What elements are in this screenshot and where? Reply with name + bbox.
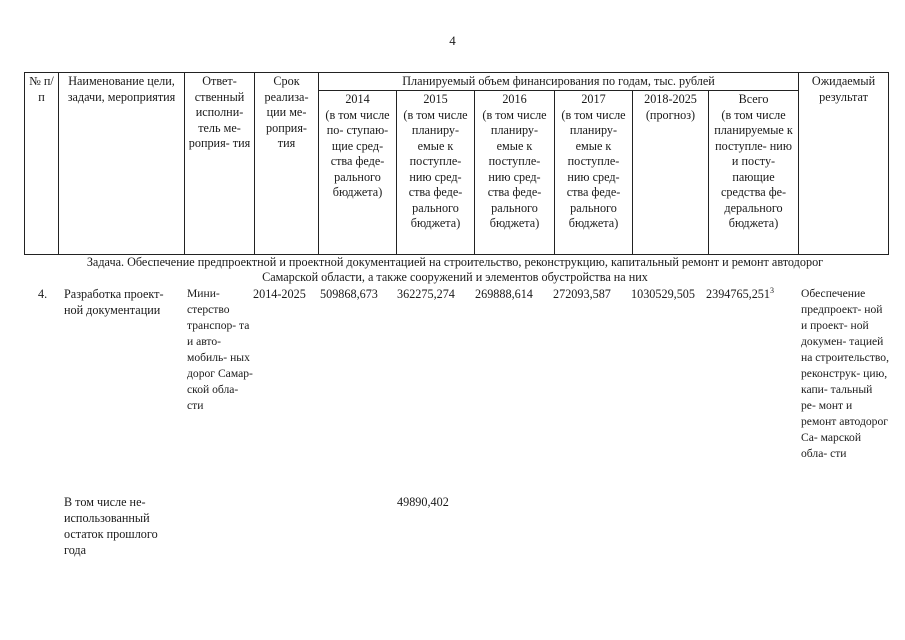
year-note: (в том числе по- ступаю- щие сред- ства феде- рального бюджета) bbox=[325, 107, 390, 200]
year-label: 2015 bbox=[423, 92, 448, 107]
row-executor: Мини- стерство транспор- та и авто- мобиль- ных дорог Самар- ской обла- сти bbox=[187, 287, 253, 412]
row-number: 4. bbox=[38, 287, 48, 301]
page-number: 4 bbox=[449, 33, 456, 48]
header-executor: Ответ- ственный исполни- тель ме- роприя- тия bbox=[185, 73, 255, 255]
subrow-value-2015: 49890,402 bbox=[397, 495, 449, 509]
row-value-2016: 269888,614 bbox=[475, 287, 533, 301]
header-num: № п/п bbox=[25, 73, 59, 255]
row-value-2017: 272093,587 bbox=[553, 287, 611, 301]
header-year-2014 bbox=[319, 91, 397, 255]
header-expected: Ожидаемый результат bbox=[799, 73, 889, 255]
header-year-2017 bbox=[555, 91, 633, 255]
header-year-2015 bbox=[397, 91, 475, 255]
header-year-2016 bbox=[475, 91, 555, 255]
row-name: Разработка проект- ной документации bbox=[64, 287, 164, 317]
year-label: 2016 bbox=[502, 92, 527, 107]
year-note: (прогноз) bbox=[645, 107, 696, 122]
year-note: (в том числе планируемые к поступле- нию и посту- пающие средства фе- дерального бюджета) bbox=[714, 107, 793, 231]
row-term: 2014-2025 bbox=[253, 287, 306, 301]
row-value-2018-2025: 1030529,505 bbox=[631, 287, 695, 301]
header-term: Срок реализа- ции ме- роприя- тия bbox=[255, 73, 319, 255]
row-expected-result: Обеспечение предпроект- ной и проект- ной докумен- тацией на строительство, реконструк- цию, капи- тальный ре- монт и ремонт автодорог Са- марской обла- сти bbox=[801, 287, 889, 460]
header-name: Наименование цели, задачи, мероприятия bbox=[59, 73, 185, 255]
row-value-2014: 509868,673 bbox=[320, 287, 378, 301]
subrow-name: В том числе не- использованный остаток прошлого года bbox=[64, 495, 158, 557]
row-total bbox=[706, 286, 774, 302]
task-line-2: Самарской области, а также сооружений и элементов обустройства на них bbox=[262, 270, 648, 284]
row-total-footnote: 3 bbox=[769, 285, 774, 295]
year-label: 2018-2025 bbox=[644, 92, 697, 107]
task-line-1: Задача. Обеспечение предпроектной и проектной документацией на строительство, реконструкцию, капитальный ремонт и ремонт автодорог bbox=[86, 255, 824, 269]
header-year-2018-2025 bbox=[633, 91, 709, 255]
row-total-value: 2394765,251 bbox=[706, 287, 770, 301]
row-value-2015: 362275,274 bbox=[397, 287, 455, 301]
year-note: (в том числе планиру- емые к поступле- нию сред- ства феде- рального бюджета) bbox=[482, 107, 547, 231]
year-note: (в том числе планиру- емые к поступле- нию сред- ства феде- рального бюджета) bbox=[561, 107, 626, 231]
header-table bbox=[24, 72, 889, 255]
year-note: (в том числе планиру- емые к поступле- нию сред- ства феде- рального бюджета) bbox=[403, 107, 468, 231]
header-total bbox=[709, 91, 799, 255]
year-label: Всего bbox=[738, 92, 769, 107]
header-planned-title: Планируемый объем финансирования по годам, тыс. рублей bbox=[319, 73, 799, 91]
year-label: 2017 bbox=[581, 92, 606, 107]
year-label: 2014 bbox=[345, 92, 370, 107]
